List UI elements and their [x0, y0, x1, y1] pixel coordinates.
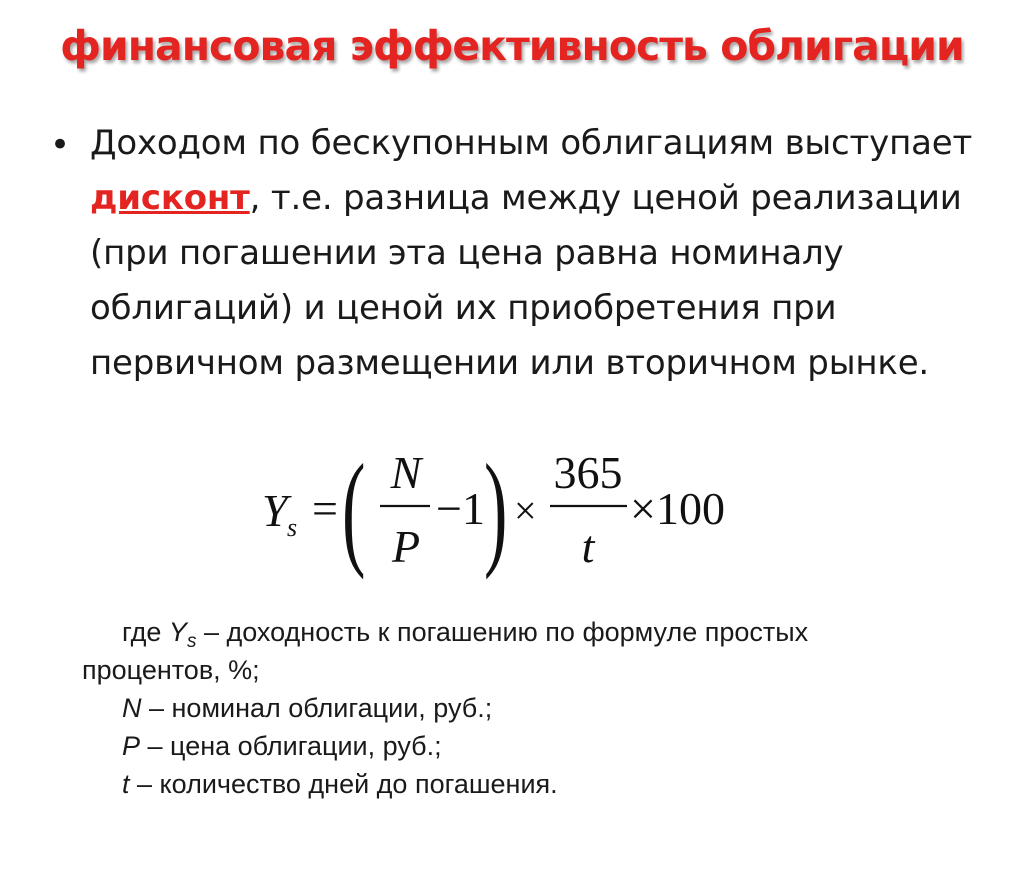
legend-ys-cont: процентов, %; [82, 655, 260, 685]
legend-ys-prefix: где [122, 617, 169, 647]
formula-ys-var: Y [262, 485, 288, 536]
legend-n-line [82, 689, 1017, 727]
formula-frac1-den: P [391, 521, 421, 572]
bullet-text [90, 116, 990, 391]
formula-frac2-den: t [581, 521, 595, 572]
formula-frac1-num: N [390, 447, 422, 498]
legend-ys-text: – доходность к погашению по формуле простых [196, 617, 809, 647]
formula-frac2-num: 365 [553, 447, 623, 498]
formula-equals: = [312, 483, 338, 534]
discount-highlight: дисконт [90, 178, 250, 218]
legend-ys-line [82, 613, 1017, 651]
legend-p-var: P [122, 731, 141, 761]
formula-ys-sub: s [287, 513, 298, 542]
legend-p-line [82, 727, 1017, 765]
legend-t-line [82, 765, 1017, 803]
bullet-dot-icon: • [50, 125, 71, 165]
formula-times-100: ×100 [630, 483, 725, 534]
legend-t-var: t [122, 769, 130, 799]
formula-minus-one: −1 [436, 483, 485, 534]
legend-t-text: – количество дней до погашения. [129, 769, 558, 799]
bullet-text-after: , т.е. разница между ценой реализации (при погашении эта цена равна номиналу облигаций) и ценой их приобретения при первичном размещении или вторичном рынке. [90, 178, 962, 383]
formula-open-paren: ( [342, 440, 366, 581]
legend-p-text: – цена облигации, руб.; [140, 731, 442, 761]
bullet-text-before: Доходом по бескупонным облигациям выступает [90, 123, 973, 163]
formula-legend [82, 613, 1017, 803]
slide-title: финансовая эффективность облигации [60, 22, 964, 70]
formula-close-paren: ) [484, 440, 508, 581]
yield-formula [258, 440, 758, 590]
legend-n-text: – номинал облигации, руб.; [141, 693, 493, 723]
legend-ys-var: Y [168, 617, 187, 647]
formula-times: × [514, 488, 537, 533]
legend-n-var: N [122, 693, 142, 723]
legend-ys-sub: s [186, 631, 197, 652]
